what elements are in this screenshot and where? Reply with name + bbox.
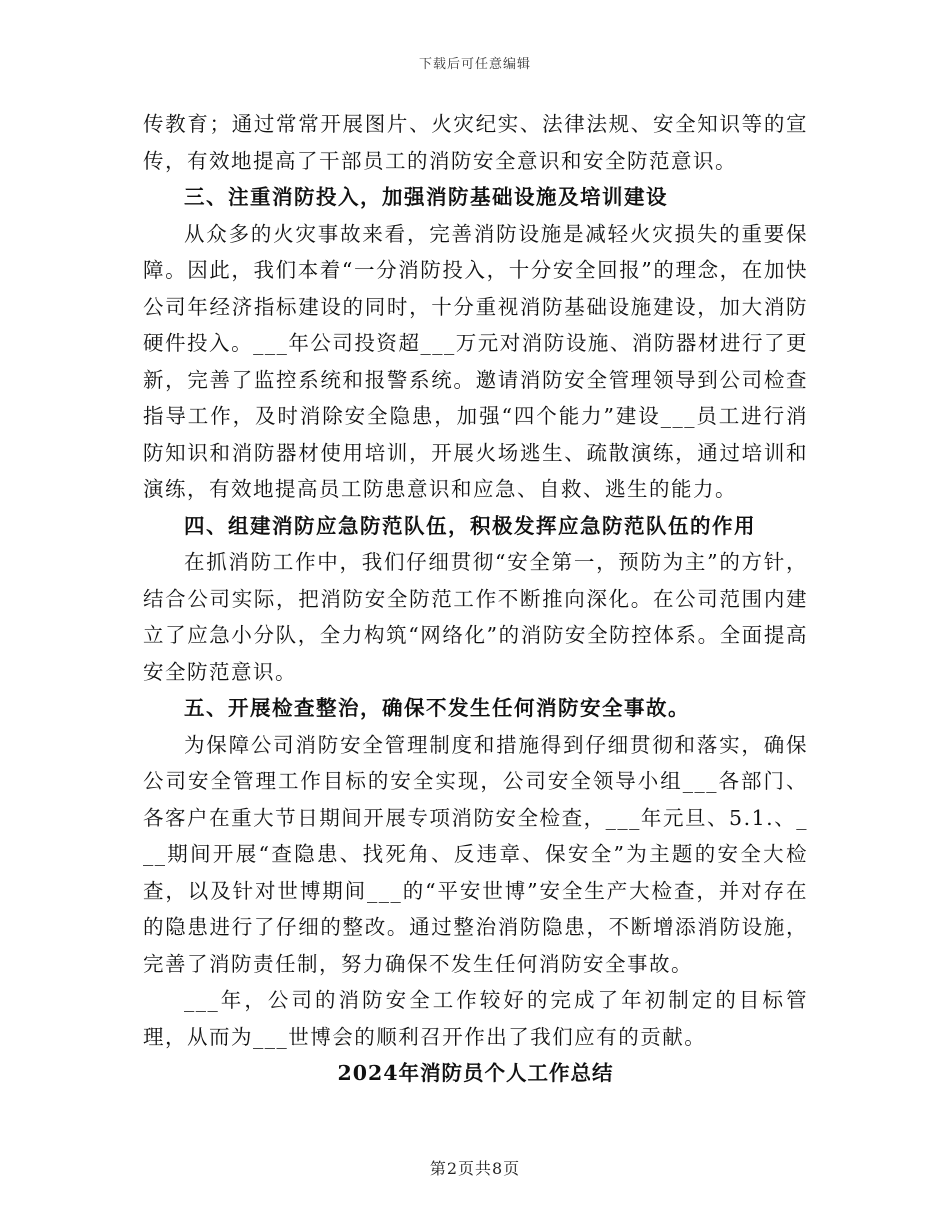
page-header: 下载后可任意编辑 [418,57,531,72]
paragraph: 为保障公司消防安全管理制度和措施得到仔细贯彻和落实，确保公司安全管理工作目标的安全实现，公司安全领导小组___各部门、各客户在重大节日期间开展专项消防安全检查，___年元旦、5.1.、___期间开展“查隐患、找死角、反违章、保安全”为主题的安全大检查，以及针对世博期间___的“平安世博”安全生产大检查，并对存在的隐患进行了仔细的整改。通过整治消防隐患，不断增添消防设施，完善了消防责任制，努力确保不发生任何消防安全事故。 [143,732,808,976]
paragraph: 在抓消防工作中，我们仔细贯彻“安全第一，预防为主”的方针，结合公司实际，把消防安全防范工作不断推向深化。在公司范围内建立了应急小分队，全力构筑“网络化”的消防安全防控体系。全面提高安全防范意识。 [143,550,808,684]
paragraph-continued: 传教育；通过常常开展图片、火灾纪实、法律法规、安全知识等的宣传，有效地提高了干部员工的消防安全意识和安全防范意识。 [143,112,808,173]
section-heading-4: 四、组建消防应急防范队伍，积极发挥应急防范队伍的作用 [184,513,756,538]
document-title: 2024年消防员个人工作总结 [337,1061,614,1085]
paragraph: ___年，公司的消防安全工作较好的完成了年初制定的目标管理，从而为___世博会的顺利召开作出了我们应有的贡献。 [143,988,808,1049]
section-heading-5: 五、开展检查整治，确保不发生任何消防安全事故。 [184,696,690,720]
section-heading-3: 三、注重消防投入，加强消防基础设施及培训建设 [184,185,668,209]
page-number: 第2页共8页 [429,1159,521,1178]
paragraph: 从众多的火灾事故来看，完善消防设施是减轻火灾损失的重要保障。因此，我们本着“一分消防投入，十分安全回报”的理念，在加快公司年经济指标建设的同时，十分重视消防基础设施建设，加大消防硬件投入。___年公司投资超___万元对消防设施、消防器材进行了更新，完善了监控系统和报警系统。邀请消防安全管理领导到公司检查指导工作，及时消除安全隐患，加强“四个能力”建设___员工进行消防知识和消防器材使用培训，开展火场逃生、疏散演练，通过培训和演练，有效地提高员工防患意识和应急、自救、逃生的能力。 [143,221,808,501]
document-body [143,106,808,1092]
